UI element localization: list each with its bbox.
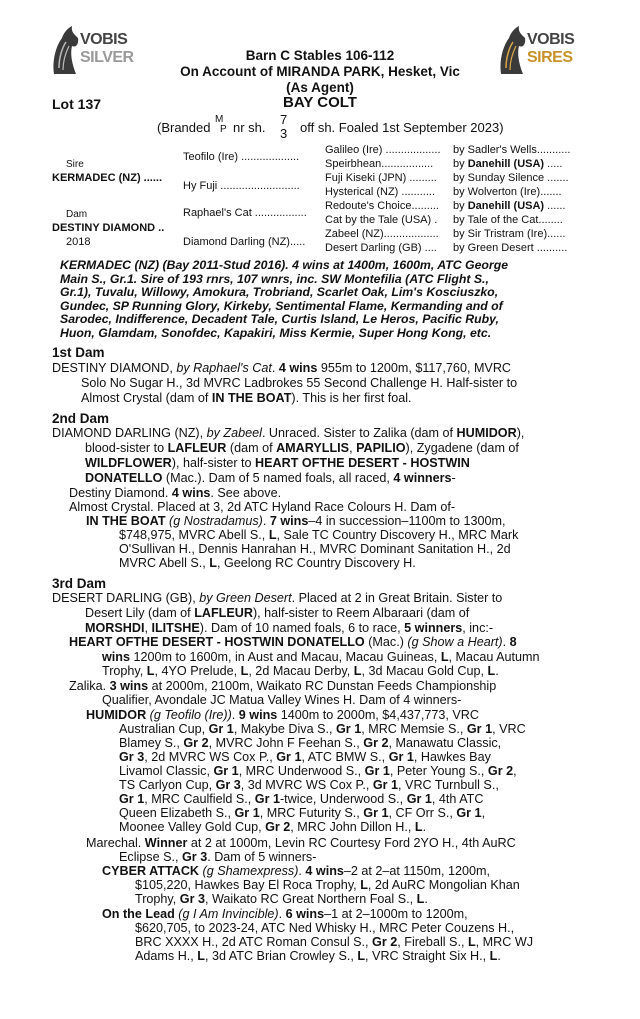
sire-name: KERMADEC (NZ) ...... (52, 172, 162, 184)
lot-number: Lot 137 (52, 96, 102, 112)
brand-num-bottom: 3 (280, 126, 288, 141)
gen4-2: by Danehill (USA) ..... (453, 158, 563, 170)
gen3-8: Desert Darling (GB) .... (325, 242, 437, 254)
gen2-sire-sire: Teofilo (Ire) ................... (183, 151, 300, 163)
gen3-5: Redoute's Choice......... (325, 200, 439, 212)
gen2-dam-sire: Raphael's Cat ................. (183, 207, 307, 219)
logo-line2: SILVER (80, 49, 134, 66)
gen4-6: by Tale of the Cat........ (453, 214, 563, 226)
gen4-1: by Sadler's Wells........... (453, 144, 571, 156)
gen4-3: by Sunday Silence ....... (453, 172, 569, 184)
logo-line1: VOBIS (80, 31, 128, 48)
brand-middle: nr sh. (233, 120, 266, 135)
brand-prefix: (Branded (157, 120, 211, 135)
dam-label: Dam (66, 209, 88, 220)
horse-title: BAY COLT (283, 94, 357, 111)
gen3-7: Zabeel (NZ).................. (325, 228, 439, 240)
dam-year: 2018 (66, 236, 91, 248)
sire-summary: KERMADEC (NZ) (Bay 2011-Stud 2016). 4 wins at 1400m, 1600m, ATC George Main S., Gr.1. Sire of 193 rnrs, 107 wnrs, inc. SW Montefilia (ATC Flight S., Gr.1), Tuvalu, Willowy, Amokura, Trobriand, Scarlet Oak, Lim's Kosciuszko, Gundec, SP Running Glory, Kirkeby, Sentimental Flame, Kermanding and of Sarodec, Indifference, Decadent Tale, Curtis Island, Le Heros, Pacific Ruby, Huon, Glamdam, Sonofdec, Kapakiri, Miss Kermie, Super Hong Kong, etc. (60, 258, 509, 340)
sire-label: Sire (66, 159, 84, 170)
brand-num-top: 7 (280, 112, 288, 127)
third-dam-heading: 3rd Dam (52, 576, 107, 591)
vendor-line: On Account of MIRANDA PARK, Hesket, Vic (180, 64, 460, 79)
gen3-6: Cat by the Tale (USA) . (325, 214, 438, 226)
gen3-3: Fuji Kiseki (JPN) ......... (325, 172, 437, 184)
gen3-2: Speirbhean................. (325, 158, 434, 170)
first-dam-text: DESTINY DIAMOND, by Raphael's Cat. 4 wins 955m to 1200m, $117,760, MVRC Solo No Sugar H., 3d MVRC Ladbrokes 55 Second Challenge H. Half-sister to Almost Crystal (dam of IN THE BOAT). This is her first foal. (52, 361, 518, 405)
brand-suffix: off sh. Foaled 1st September 2023) (300, 120, 504, 135)
gen4-7: by Sir Tristram (Ire)...... (453, 228, 566, 240)
logo-line2: SIRES (527, 49, 573, 66)
gen2-dam-dam: Diamond Darling (NZ)..... (183, 236, 306, 248)
barn-line: Barn C Stables 106-112 (245, 48, 395, 63)
dam-name: DESTINY DIAMOND .. (52, 222, 165, 234)
first-dam-heading: 1st Dam (52, 345, 105, 360)
gen4-8: by Green Desert .......... (453, 242, 568, 254)
brand-p: P (220, 124, 227, 135)
second-dam-heading: 2nd Dam (52, 411, 110, 426)
gen4-4: by Wolverton (Ire)....... (453, 186, 562, 198)
gen3-4: Hysterical (NZ) ........... (325, 186, 436, 198)
gen2-sire-dam: Hy Fuji .......................... (183, 180, 300, 192)
gen4-5: by Danehill (USA) ...... (453, 200, 566, 212)
brand-m: M (215, 114, 224, 125)
logo-line1: VOBIS (527, 31, 575, 48)
agent-line: (As Agent) (286, 80, 354, 95)
gen3-1: Galileo (Ire) .................. (325, 144, 441, 156)
